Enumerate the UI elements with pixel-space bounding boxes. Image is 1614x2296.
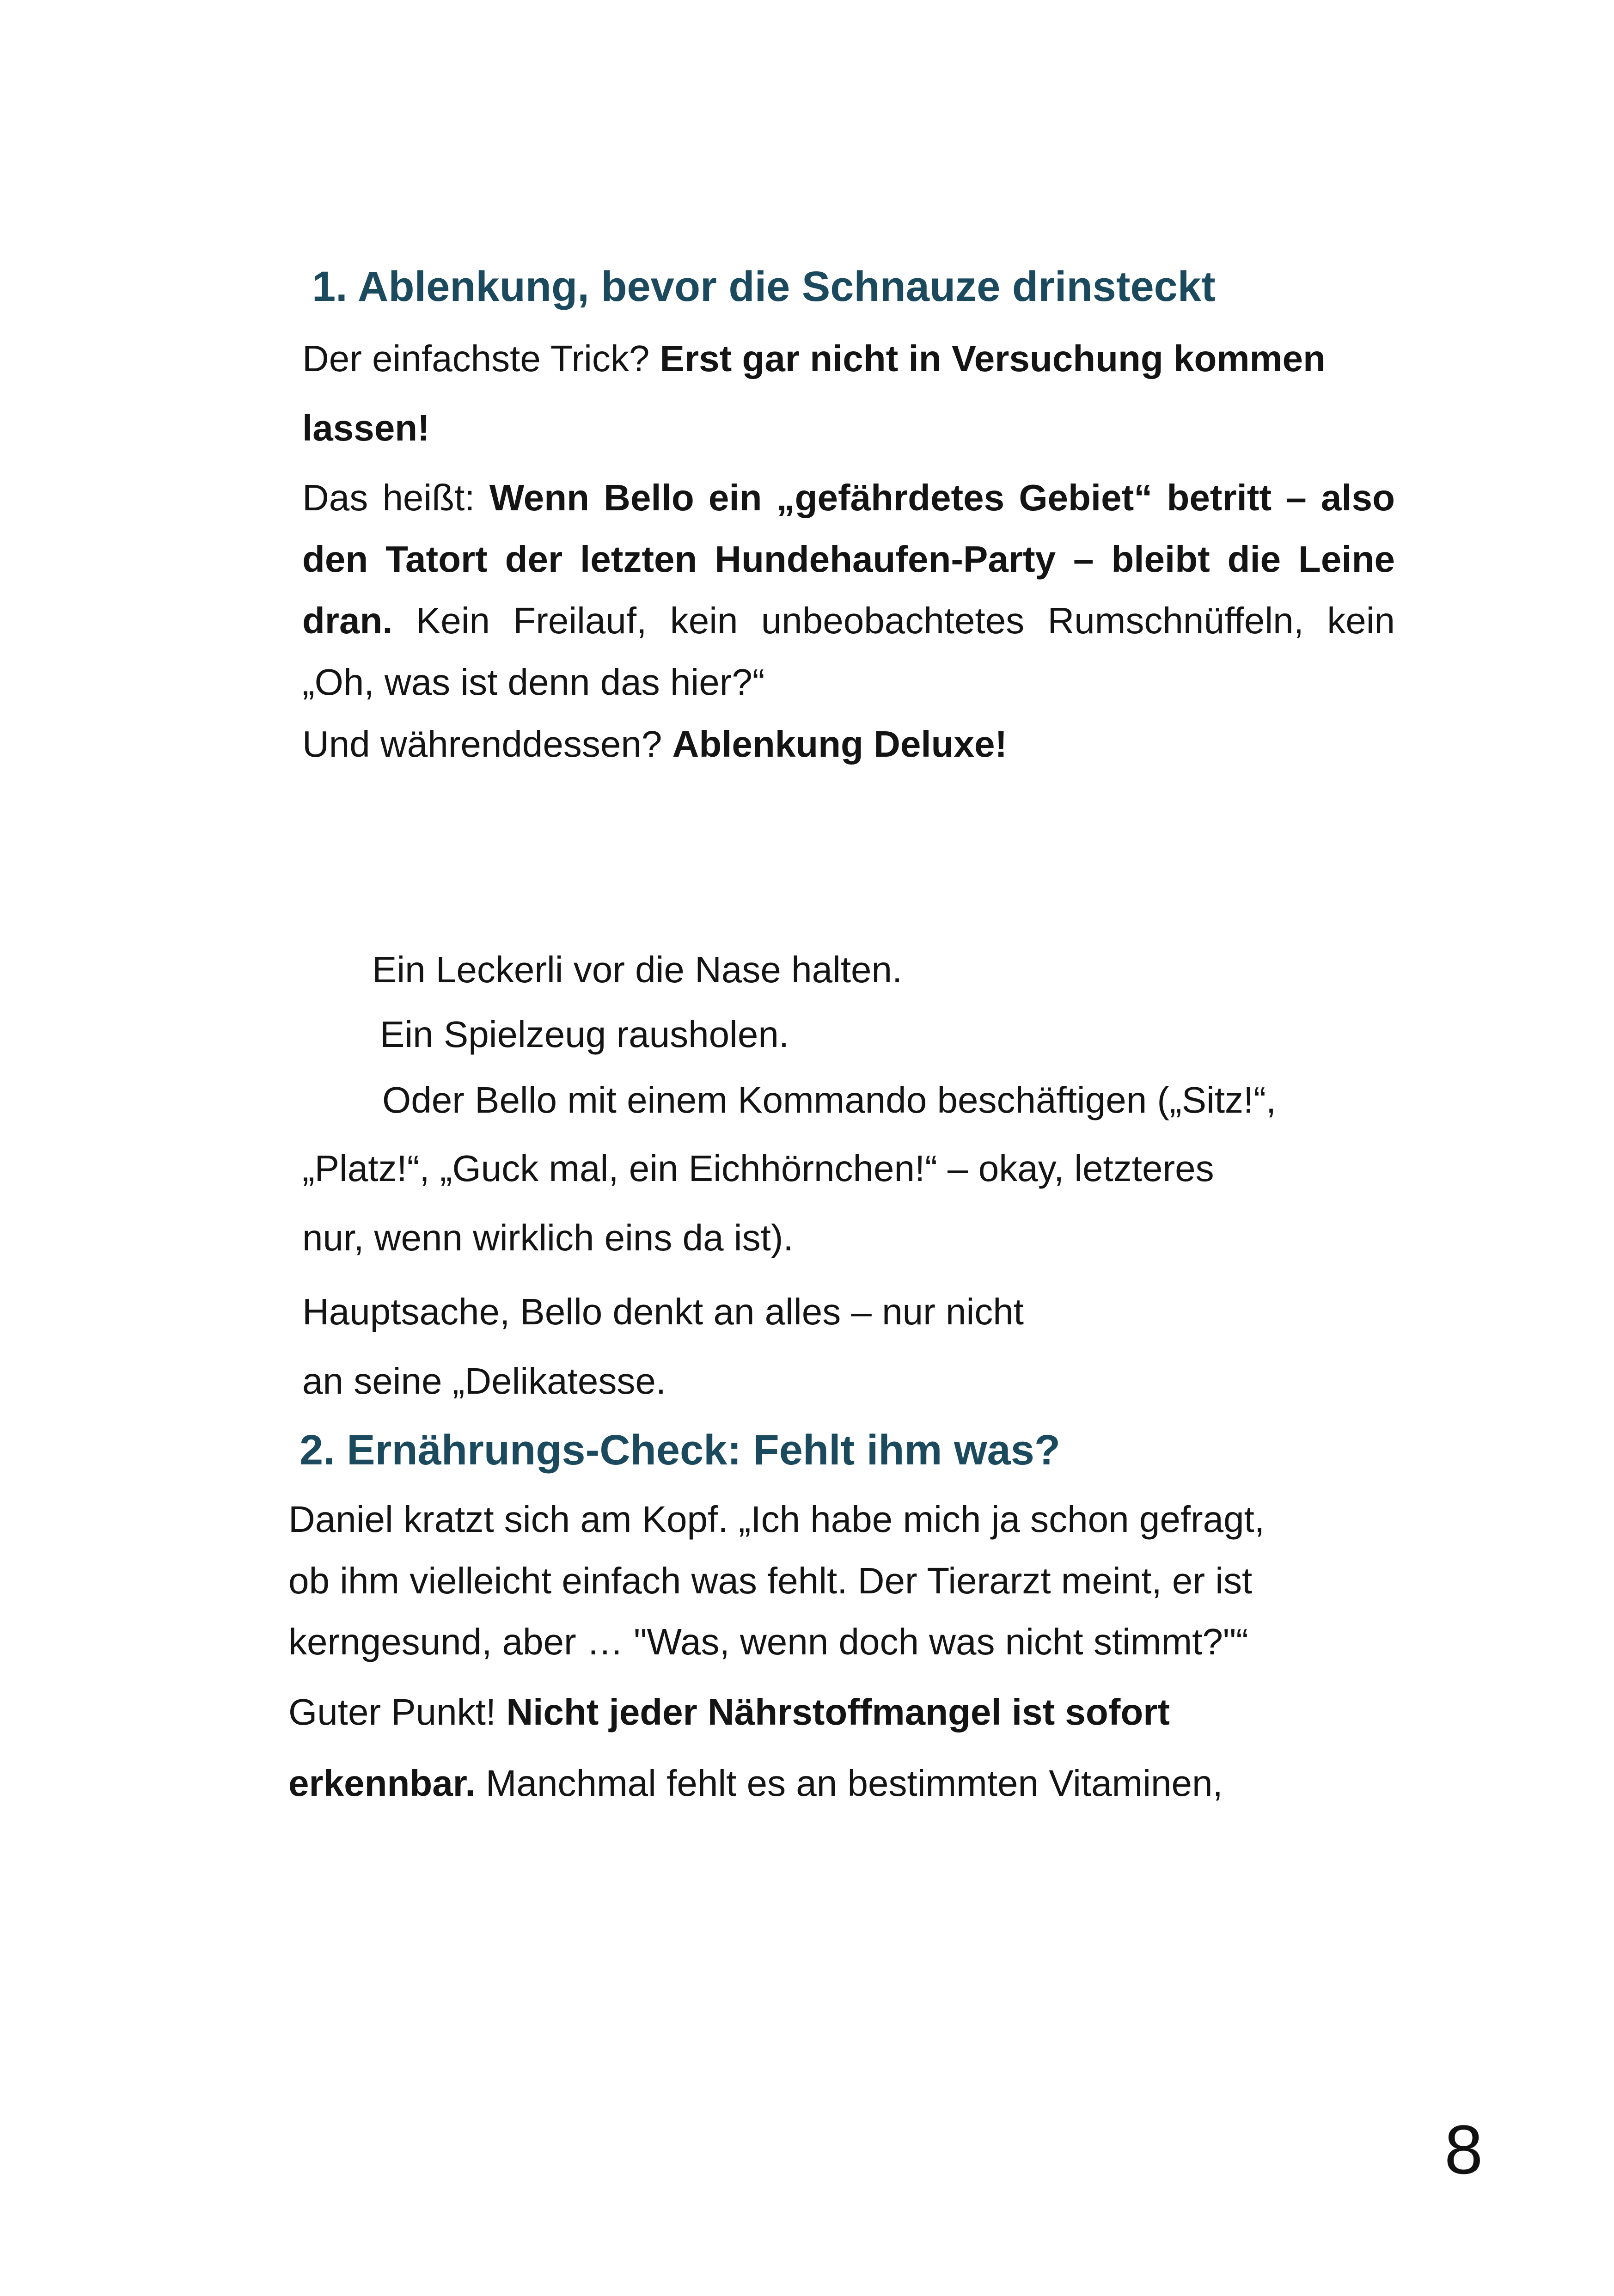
paragraph-bold-text: Nicht jeder Nährstoffmangel ist sofort	[506, 1691, 1170, 1733]
section-2-quote-line-3: kerngesund, aber … "Was, wenn doch was nicht stimmt?"“	[288, 1621, 1248, 1662]
intro-bold-text-continued: lassen!	[302, 407, 430, 448]
tip-item-3-line-2: „Platz!“, „Guck mal, ein Eichhörnchen!“ – okay, letzteres	[302, 1148, 1214, 1189]
paragraph-2-bold-text: Wenn Bello ein „gefährdetes Gebiet“ betritt – also den Tatort der letzten Hundehaufen-Party – bleibt die Leine dran.	[302, 477, 1395, 641]
paragraph-bold-text-continued: erkennbar.	[288, 1763, 476, 1804]
page-number: 8	[1444, 2111, 1483, 2188]
section-2-quote-line-2: ob ihm vielleicht einfach was fehlt. Der Tierarzt meint, er ist	[288, 1560, 1253, 1601]
section-1-heading: 1. Ablenkung, bevor die Schnauze drinsteckt	[312, 263, 1216, 310]
paragraph-plain-text-continued: Manchmal fehlt es an bestimmten Vitaminen,	[475, 1763, 1223, 1804]
paragraph-plain-text: Guter Punkt!	[288, 1691, 507, 1733]
paragraph-2-plain-text: Das heißt:	[302, 477, 489, 518]
section-2-quote-line-1: Daniel kratzt sich am Kopf. „Ich habe mich ja schon gefragt,	[288, 1499, 1265, 1540]
section-1-paragraph-2	[302, 467, 1395, 713]
section-1-intro-line-2	[302, 405, 430, 451]
tip-item-3-line-3: nur, wenn wirklich eins da ist).	[302, 1217, 794, 1258]
section-1-intro-line-1	[302, 336, 1326, 382]
paragraph-3-bold-text: Ablenkung Deluxe!	[672, 723, 1008, 765]
section-1-closing-line-1: Hauptsache, Bello denkt an alles – nur nicht	[302, 1291, 1024, 1332]
tip-item-3-line-1: Oder Bello mit einem Kommando beschäftigen („Sitz!“,	[382, 1079, 1277, 1120]
section-2-heading: 2. Ernährungs-Check: Fehlt ihm was?	[300, 1427, 1061, 1474]
tip-item-1: Ein Leckerli vor die Nase halten.	[372, 949, 903, 990]
section-2-paragraph-2-line-2	[288, 1760, 1223, 1806]
section-2-paragraph-2-line-1	[288, 1689, 1170, 1735]
paragraph-2-plain-text-continued: Kein Freilauf, kein unbeobachtetes Rumschnüffeln, kein „Oh, was ist denn das hier?“	[302, 600, 1395, 703]
intro-bold-text: Erst gar nicht in Versuchung kommen	[660, 338, 1326, 379]
intro-plain-text: Der einfachste Trick?	[302, 338, 660, 379]
section-1-closing-line-2: an seine „Delikatesse.	[302, 1360, 666, 1402]
section-1-paragraph-3	[302, 721, 1007, 767]
tip-item-2: Ein Spielzeug rausholen.	[380, 1014, 789, 1055]
paragraph-3-plain-text: Und währenddessen?	[302, 723, 672, 765]
